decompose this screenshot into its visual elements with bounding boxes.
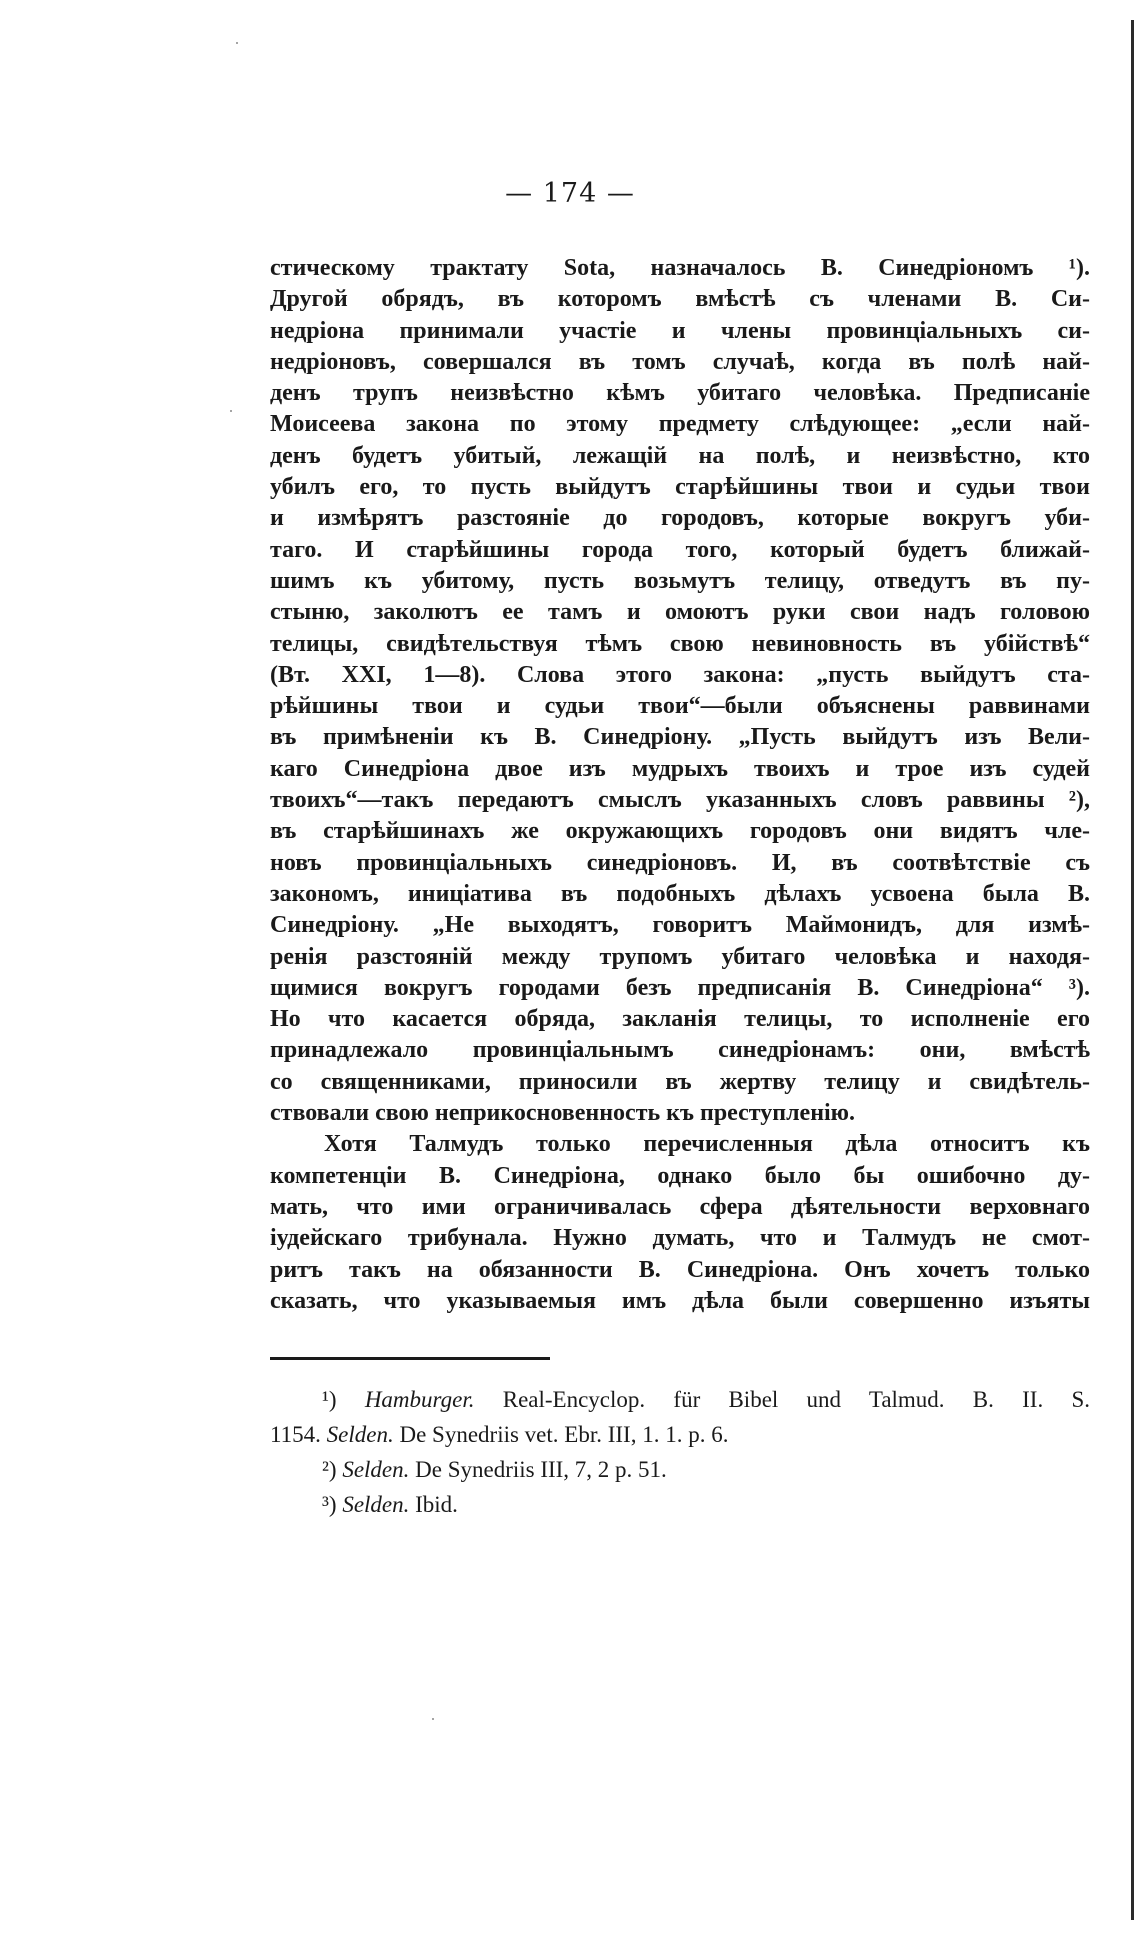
page-number: — 174 —	[505, 178, 635, 209]
text-line: денъ трупъ неизвѣстно кѣмъ убитаго человѣка. Предписаніе	[270, 380, 1090, 407]
scan-speck	[432, 1718, 434, 1720]
scan-edge-bar	[1131, 20, 1134, 1920]
footnote-text: De Synedriis III, 7, 2 p. 51.	[409, 1457, 667, 1482]
text-line: телицы, свидѣтельствуя тѣмъ свою невиновность въ убійствѣ“	[270, 630, 1090, 657]
text-line: Но что касается обряда, закланія телицы, то исполненіе его	[270, 1006, 1090, 1033]
text-line: со священниками, приносили въ жертву телицу и свидѣтель-	[270, 1068, 1090, 1095]
scan-speck	[236, 42, 238, 44]
text-line: и измѣрятъ разстояніе до городовъ, которые вокругъ уби-	[270, 505, 1090, 532]
text-line: таго. И старѣйшины города того, который будетъ ближай-	[270, 536, 1090, 563]
footnote-text: 1154.	[270, 1422, 327, 1447]
text-line: принадлежало провинціальнымъ синедріонамъ: они, вмѣстѣ	[270, 1037, 1090, 1064]
footnote-text: De Synedriis vet. Ebr. III, 1. 1. p. 6.	[393, 1422, 729, 1447]
body-text	[270, 253, 1090, 1317]
text-line: твоихъ“—такъ передаютъ смыслъ указанныхъ словъ раввины ²),	[270, 787, 1090, 814]
text-line: недріоновъ, совершался въ томъ случаѣ, когда въ полѣ най-	[270, 348, 1090, 375]
scan-speck	[230, 410, 232, 412]
footnote-author: Hamburger.	[364, 1387, 475, 1412]
text-line: денъ будетъ убитый, лежащій на полѣ, и неизвѣстно, кто	[270, 442, 1090, 469]
text-line: въ старѣйшинахъ же окружающихъ городовъ они видятъ чле-	[270, 818, 1090, 845]
text-line: рѣйшины твои и судьи твои“—были объяснены раввинами	[270, 693, 1090, 720]
footnote-text: Real-Encyclop. für Bibel und Talmud. B. II. S.	[474, 1387, 1091, 1412]
text-line: ренія разстояній между трупомъ убитаго человѣка и находя-	[270, 943, 1090, 970]
footnote-mark: ³)	[322, 1492, 337, 1517]
text-line: Синедріону. „Не выходятъ, говоритъ Маймонидъ, для измѣ-	[270, 912, 1090, 939]
text-line: каго Синедріона двое изъ мудрыхъ твоихъ и трое изъ судей	[270, 755, 1090, 782]
text-line: шимъ къ убитому, пусть возьмутъ телицу, отведутъ въ пу-	[270, 567, 1090, 594]
text-line: (Вт. XXI, 1—8). Слова этого закона: „пусть выйдутъ ста-	[270, 661, 1090, 688]
text-line: стическому трактату Sota, назначалось В. Синедріономъ ¹).	[270, 255, 1090, 281]
text-line: въ примѣненіи къ В. Синедріону. „Пусть выйдутъ изъ Вели-	[270, 724, 1090, 751]
text-line: щимися вокругъ городами безъ предписанія В. Синедріона“ ³).	[270, 974, 1090, 1001]
text-line: Моисеева закона по этому предмету слѣдующее: „если най-	[270, 411, 1090, 438]
text-line: іудейскаго трибунала. Нужно думать, что и Талмудъ не смот-	[270, 1225, 1090, 1252]
footnote-author: Selden.	[342, 1492, 410, 1517]
footnote-1-continuation	[270, 1417, 1090, 1452]
footnote-mark: ¹)	[322, 1387, 337, 1412]
text-line: компетенціи В. Синедріона, однако было бы ошибочно ду-	[270, 1162, 1090, 1189]
paragraph-start-line: Хотя Талмудъ только перечисленныя дѣла относитъ къ	[324, 1131, 1090, 1158]
text-line: закономъ, иниціатива въ подобныхъ дѣлахъ усвоена была В.	[270, 880, 1090, 907]
text-line: Другой обрядъ, въ которомъ вмѣстѣ съ членами В. Си-	[270, 286, 1090, 313]
text-line: ствовали свою неприкосновенность къ преступленію.	[270, 1100, 856, 1127]
footnote-1	[270, 1382, 1090, 1417]
text-line: стыню, заколютъ ее тамъ и омоютъ руки свои надъ головою	[270, 599, 1090, 626]
footnote-2	[270, 1452, 1090, 1487]
text-line: ритъ такъ на обязанности В. Синедріона. Онъ хочетъ только	[270, 1256, 1090, 1283]
footnote-mark: ²)	[322, 1457, 337, 1482]
footnote-text: Ibid.	[409, 1492, 458, 1517]
text-line: убилъ его, то пусть выйдутъ старѣйшины твои и судьи твои	[270, 474, 1090, 501]
footnote-divider	[270, 1357, 550, 1360]
footnote-3	[270, 1487, 1090, 1522]
footnote-author: Selden.	[326, 1422, 394, 1447]
text-line: сказать, что указываемыя имъ дѣла были совершенно изъяты	[270, 1287, 1090, 1314]
text-line: мать, что ими ограничивалась сфера дѣятельности верховнаго	[270, 1193, 1090, 1220]
footnotes	[270, 1382, 1090, 1522]
text-line: недріона принимали участіе и члены провинціальныхъ си-	[270, 317, 1090, 344]
text-line: новъ провинціальныхъ синедріоновъ. И, въ соотвѣтствіе съ	[270, 849, 1090, 876]
footnote-author: Selden.	[342, 1457, 410, 1482]
